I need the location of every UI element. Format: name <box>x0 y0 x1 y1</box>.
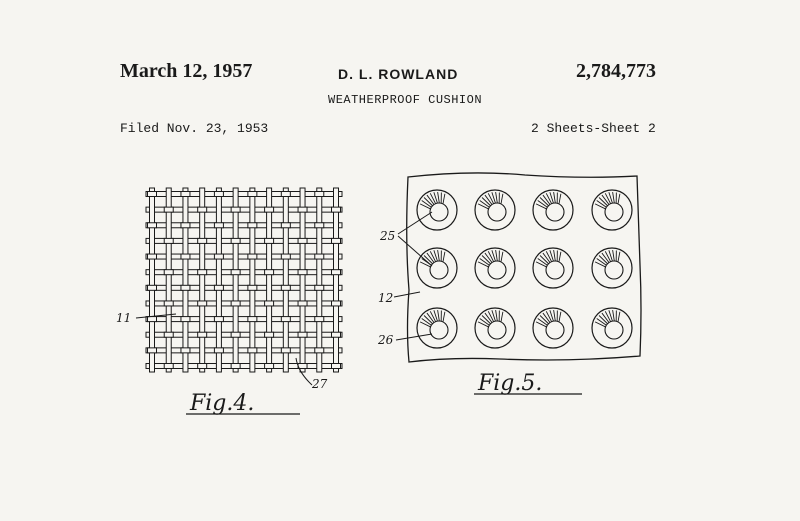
mesh-crossover <box>298 238 307 243</box>
mesh-crossover <box>248 348 257 353</box>
mesh-crossover <box>248 317 257 322</box>
mesh-crossover <box>281 223 290 228</box>
mesh-warp-strand <box>300 188 305 372</box>
mesh-crossover <box>148 317 157 322</box>
mesh-crossover <box>332 270 341 275</box>
mesh-warp-strand <box>216 188 221 372</box>
mesh-crossover <box>265 238 274 243</box>
fig4-caption: Fig.4. <box>190 391 255 416</box>
mesh-warp-strand <box>283 188 288 372</box>
dimple <box>475 308 515 348</box>
mesh-weft-strand <box>146 332 342 337</box>
dimple <box>417 190 457 230</box>
mesh-warp-strand <box>250 188 255 372</box>
mesh-crossover <box>198 364 207 369</box>
mesh-warp-strand <box>150 188 155 372</box>
dimple <box>475 190 515 230</box>
mesh-crossover <box>248 223 257 228</box>
mesh-crossover <box>164 238 173 243</box>
mesh-crossover <box>164 207 173 212</box>
mesh-crossover <box>181 348 190 353</box>
patent-title: WEATHERPROOF CUSHION <box>328 93 483 107</box>
mesh-crossover <box>164 301 173 306</box>
mesh-crossover <box>248 254 257 259</box>
mesh-crossover <box>198 238 207 243</box>
mesh-crossover <box>281 192 290 197</box>
mesh-warp-strand <box>200 188 205 372</box>
dimple <box>592 248 632 288</box>
mesh-crossover <box>214 223 223 228</box>
mesh-crossover <box>231 332 240 337</box>
dimple-inner-ring <box>488 203 506 221</box>
dimple-inner-ring <box>546 261 564 279</box>
patent-date: March 12, 1957 <box>120 60 253 82</box>
mesh-crossover <box>148 285 157 290</box>
dimple <box>533 248 573 288</box>
mesh-crossover <box>231 207 240 212</box>
dimple-inner-ring <box>430 261 448 279</box>
dimple-inner-ring <box>488 321 506 339</box>
mesh-crossover <box>198 207 207 212</box>
mesh-crossover <box>332 238 341 243</box>
mesh-warp-strand <box>233 188 238 372</box>
dimple <box>592 308 632 348</box>
patent-number: 2,784,773 <box>576 60 656 82</box>
mesh-crossover <box>198 301 207 306</box>
mesh-crossover <box>265 207 274 212</box>
dimple-inner-ring <box>546 321 564 339</box>
mesh-crossover <box>148 348 157 353</box>
mesh-crossover <box>198 270 207 275</box>
mesh-crossover <box>214 254 223 259</box>
dimple <box>475 248 515 288</box>
mesh-crossover <box>248 285 257 290</box>
mesh-crossover <box>214 192 223 197</box>
dimple <box>533 190 573 230</box>
mesh-crossover <box>214 285 223 290</box>
mesh-crossover <box>315 348 324 353</box>
dimple-inner-ring <box>605 321 623 339</box>
mesh-crossover <box>148 192 157 197</box>
fig5-ref-ring: 26 <box>378 333 394 347</box>
mesh-crossover <box>164 364 173 369</box>
fig5-ref-sheet: 12 <box>378 291 394 305</box>
mesh-crossover <box>181 223 190 228</box>
mesh-crossover <box>231 301 240 306</box>
mesh-crossover <box>164 332 173 337</box>
mesh-crossover <box>231 364 240 369</box>
mesh-crossover <box>298 332 307 337</box>
mesh-weft-strand <box>146 317 342 322</box>
mesh-weft-strand <box>146 348 342 353</box>
mesh-crossover <box>148 223 157 228</box>
mesh-crossover <box>231 238 240 243</box>
fig5-caption: Fig.5. <box>478 371 543 396</box>
filed-date: Filed Nov. 23, 1953 <box>120 121 269 136</box>
mesh-warp-strand <box>267 188 272 372</box>
mesh-crossover <box>281 285 290 290</box>
mesh-crossover <box>332 207 341 212</box>
mesh-crossover <box>298 270 307 275</box>
dimple <box>417 308 457 348</box>
fig4-woven-mesh <box>146 188 342 372</box>
mesh-crossover <box>315 317 324 322</box>
mesh-crossover <box>181 285 190 290</box>
mesh-crossover <box>281 317 290 322</box>
mesh-crossover <box>181 254 190 259</box>
mesh-crossover <box>281 254 290 259</box>
mesh-weft-strand <box>146 364 342 369</box>
dimple-inner-ring <box>605 203 623 221</box>
mesh-warp-strand <box>334 188 339 372</box>
mesh-crossover <box>148 254 157 259</box>
mesh-weft-strand <box>146 192 342 197</box>
mesh-crossover <box>164 270 173 275</box>
mesh-weft-strand <box>146 223 342 228</box>
dimple <box>533 308 573 348</box>
mesh-crossover <box>181 317 190 322</box>
mesh-crossover <box>281 348 290 353</box>
mesh-crossover <box>181 192 190 197</box>
fig5-ref-dimple: 25 <box>380 229 396 243</box>
mesh-warp-strand <box>166 188 171 372</box>
fig5-dimpled-sheet <box>407 173 641 362</box>
mesh-weft-strand <box>146 301 342 306</box>
mesh-weft-strand <box>146 254 342 259</box>
dimple <box>417 248 457 288</box>
mesh-crossover <box>298 207 307 212</box>
mesh-crossover <box>265 270 274 275</box>
dimple-inner-ring <box>488 261 506 279</box>
dimple-inner-ring <box>430 203 448 221</box>
mesh-crossover <box>315 254 324 259</box>
mesh-crossover <box>231 270 240 275</box>
mesh-warp-strand <box>317 188 322 372</box>
mesh-crossover <box>265 364 274 369</box>
mesh-crossover <box>265 301 274 306</box>
dimple-inner-ring <box>430 321 448 339</box>
mesh-crossover <box>332 332 341 337</box>
mesh-weft-strand <box>146 270 342 275</box>
dimple <box>592 190 632 230</box>
mesh-crossover <box>265 332 274 337</box>
fig4-ref-strand: 27 <box>312 377 328 391</box>
sheet-count: 2 Sheets-Sheet 2 <box>531 121 656 136</box>
mesh-crossover <box>298 301 307 306</box>
mesh-crossover <box>214 317 223 322</box>
mesh-weft-strand <box>146 207 342 212</box>
dimple-inner-ring <box>605 261 623 279</box>
mesh-warp-strand <box>183 188 188 372</box>
dimple-inner-ring <box>546 203 564 221</box>
mesh-weft-strand <box>146 285 342 290</box>
mesh-crossover <box>214 348 223 353</box>
mesh-crossover <box>315 223 324 228</box>
mesh-weft-strand <box>146 238 342 243</box>
mesh-crossover <box>315 192 324 197</box>
mesh-crossover <box>198 332 207 337</box>
inventor-name: D. L. ROWLAND <box>338 66 459 82</box>
mesh-crossover <box>315 285 324 290</box>
fig4-ref-mesh: 11 <box>116 311 132 325</box>
mesh-crossover <box>248 192 257 197</box>
mesh-crossover <box>332 364 341 369</box>
mesh-crossover <box>332 301 341 306</box>
